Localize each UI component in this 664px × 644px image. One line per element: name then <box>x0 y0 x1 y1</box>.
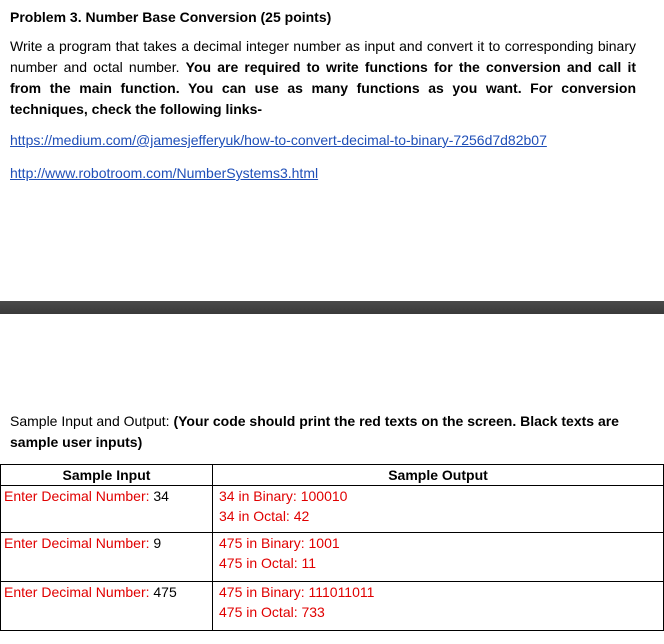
output-cell <box>213 533 664 582</box>
table-row <box>1 486 664 533</box>
output-binary: 34 in Binary: 100010 <box>219 488 348 504</box>
output-binary: 475 in Binary: 111011011 <box>219 584 375 600</box>
input-prompt: Enter Decimal Number: <box>4 584 154 600</box>
page-divider <box>0 301 664 314</box>
problem-description <box>10 36 636 120</box>
header-sample-input: Sample Input <box>1 465 213 486</box>
input-prompt: Enter Decimal Number: <box>4 488 154 504</box>
description-bold: You are required to write functions for the conversion and call it from the main function. You can use as many functions as you want. For conversion techniques, check the following links- <box>10 59 637 117</box>
output-cell <box>213 582 664 631</box>
input-prompt: Enter Decimal Number: <box>4 535 154 551</box>
sample-intro-bold: (Your code should print the red texts on the screen. Black texts are sample user inputs) <box>10 413 619 450</box>
sample-io-table <box>0 464 664 631</box>
sample-intro-plain: Sample Input and Output: <box>10 413 174 429</box>
table-header-row <box>1 465 664 486</box>
input-value: 475 <box>153 584 177 600</box>
header-sample-output: Sample Output <box>213 465 664 486</box>
sample-intro <box>10 411 636 453</box>
output-cell <box>213 486 664 533</box>
input-cell <box>1 486 213 533</box>
link-robotroom[interactable]: http://www.robotroom.com/NumberSystems3.html <box>10 165 319 181</box>
input-cell <box>1 582 213 631</box>
output-binary: 475 in Binary: 1001 <box>219 535 340 551</box>
output-octal: 475 in Octal: 733 <box>219 604 325 620</box>
input-value: 9 <box>153 535 162 551</box>
output-octal: 475 in Octal: 11 <box>219 555 317 571</box>
problem-heading: Problem 3. Number Base Conversion (25 points) <box>10 9 332 25</box>
table-row <box>1 533 664 582</box>
description-plain: Write a program that takes a decimal integer number as input and convert it to corresponding binary number and octal number. <box>10 38 636 75</box>
input-cell <box>1 533 213 582</box>
input-value: 34 <box>153 488 169 504</box>
link-medium[interactable]: https://medium.com/@jamesjefferyuk/how-to-convert-decimal-to-binary-7256d7d82b07 <box>10 132 547 148</box>
table-row <box>1 582 664 631</box>
output-octal: 34 in Octal: 42 <box>219 508 310 524</box>
